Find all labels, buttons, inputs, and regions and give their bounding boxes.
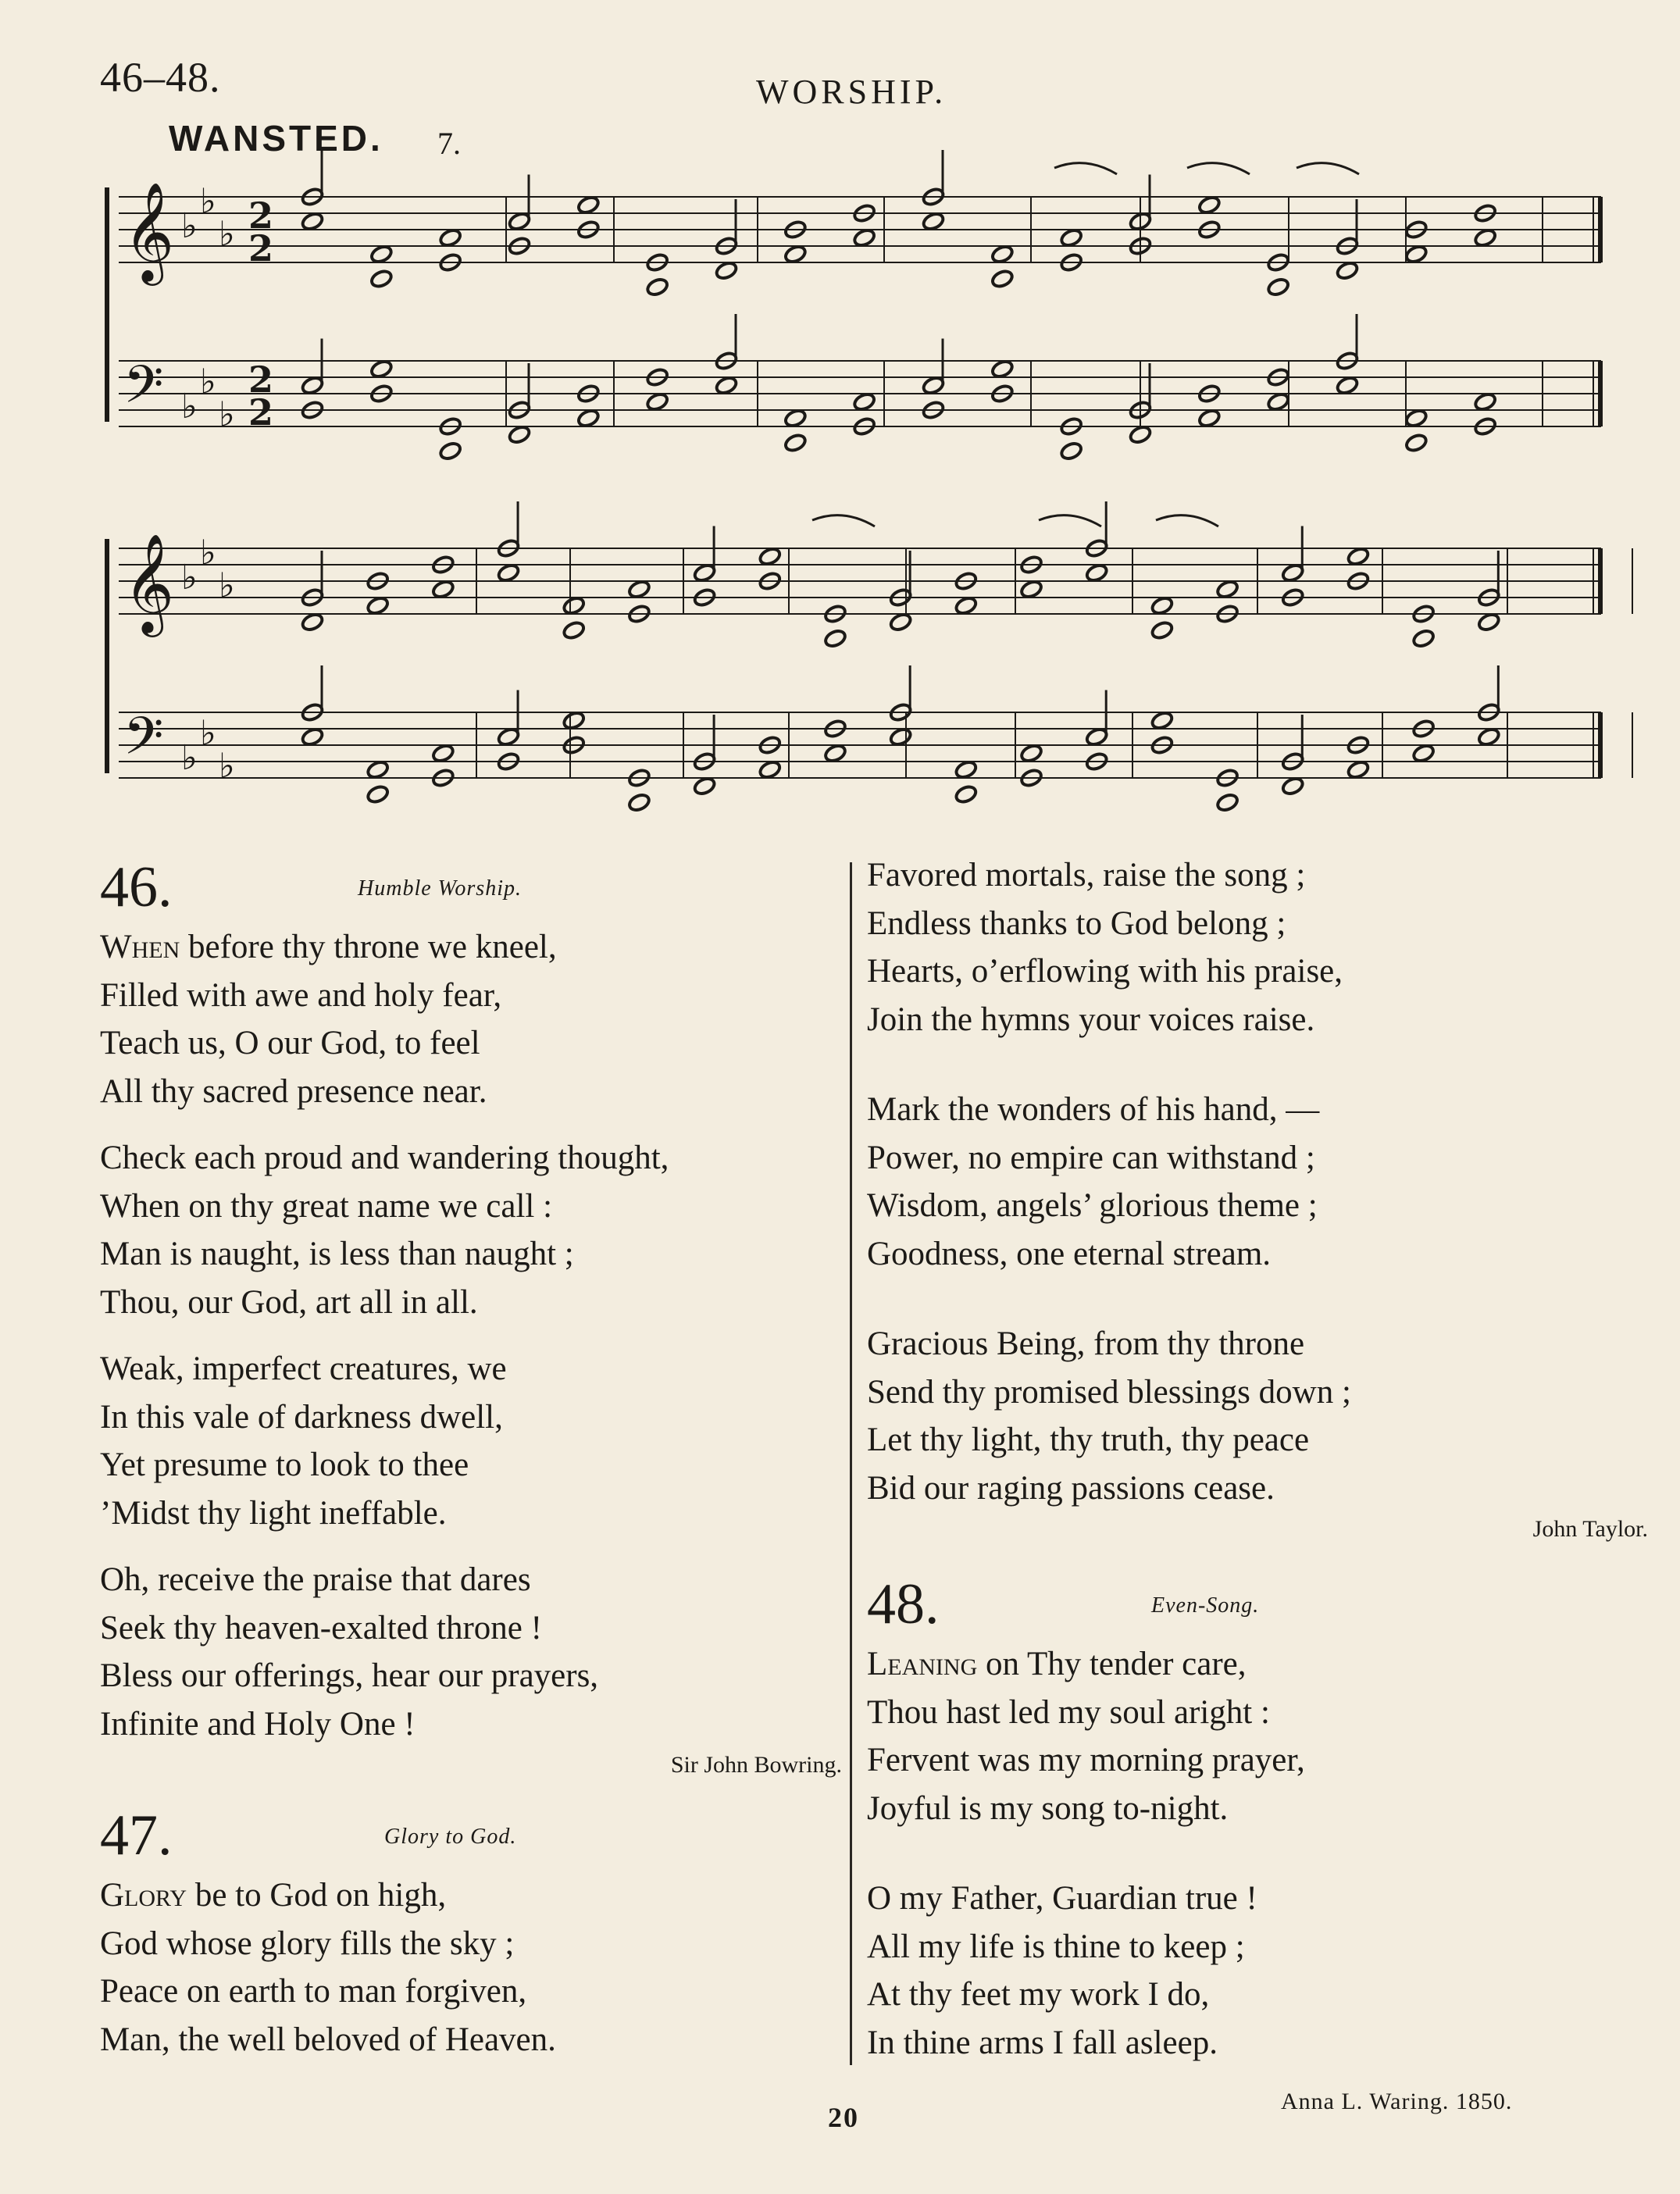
note-head bbox=[369, 359, 394, 379]
note-head bbox=[438, 227, 462, 248]
slur bbox=[1187, 163, 1250, 174]
note-head bbox=[1404, 244, 1429, 264]
bass-clef-icon: 𝄢 bbox=[123, 706, 164, 779]
note-head bbox=[576, 408, 601, 428]
note-head bbox=[1281, 776, 1305, 796]
note-head bbox=[758, 546, 782, 566]
hymn-range: 46–48. bbox=[100, 54, 221, 101]
note-head bbox=[369, 269, 394, 289]
note-head bbox=[783, 433, 808, 453]
note-head bbox=[1019, 743, 1043, 763]
stanza-line: In this vale of darkness dwell, bbox=[100, 1398, 503, 1436]
note-head bbox=[1473, 391, 1497, 412]
note-head bbox=[852, 227, 876, 248]
note-head bbox=[990, 269, 1015, 289]
stanza-line: When on thy great name we call : bbox=[100, 1187, 553, 1225]
stanza-line: Send thy promised blessings down ; bbox=[867, 1373, 1351, 1411]
system-bar bbox=[105, 539, 109, 773]
system-bar bbox=[105, 187, 109, 422]
note-head bbox=[1346, 759, 1371, 779]
flat-icon: ♭ bbox=[181, 558, 198, 598]
note-head bbox=[438, 441, 462, 461]
note-head bbox=[645, 391, 669, 412]
stanza-line: In thine arms I fall asleep. bbox=[867, 2024, 1218, 2061]
stanza-line: Yet presume to look to thee bbox=[100, 1447, 469, 1483]
stanza-line: Favored mortals, raise the song ; bbox=[867, 857, 1306, 894]
note-head bbox=[1473, 227, 1497, 248]
note-head bbox=[1129, 424, 1153, 444]
stanza-line: Mark the wonders of his hand, — bbox=[867, 1091, 1320, 1128]
hymn-47-title: Glory to God. bbox=[384, 1825, 517, 1849]
hymn-48-author: Anna L. Waring. 1850. bbox=[1281, 2089, 1513, 2114]
slur bbox=[1156, 516, 1218, 526]
tune-meter: 7. bbox=[437, 126, 461, 161]
note-head bbox=[990, 359, 1015, 379]
note-head bbox=[301, 211, 325, 231]
hymn-47-author: John Taylor. bbox=[1532, 1516, 1648, 1542]
hymn-48-first-word: Leaning bbox=[867, 1646, 978, 1682]
stanza-line: Wisdom, angels’ glorious theme ; bbox=[867, 1187, 1318, 1224]
flat-icon: ♭ bbox=[181, 738, 198, 778]
time-signature: 2 bbox=[248, 194, 274, 237]
note-head bbox=[1411, 743, 1436, 763]
note-head bbox=[1266, 391, 1290, 412]
hymn-47-number: 47. bbox=[100, 1803, 173, 1868]
note-head bbox=[627, 792, 651, 812]
note-head bbox=[823, 743, 847, 763]
note-head bbox=[889, 612, 913, 632]
note-head bbox=[1336, 260, 1360, 280]
note-head bbox=[301, 726, 325, 747]
slur bbox=[1297, 163, 1359, 174]
note-head bbox=[497, 562, 521, 583]
note-head bbox=[954, 784, 978, 804]
flat-icon: ♭ bbox=[219, 746, 235, 787]
time-signature: 2 bbox=[248, 359, 274, 401]
final-bar bbox=[1598, 712, 1603, 778]
stanza-line: Oh, receive the praise that dares bbox=[100, 1561, 531, 1598]
hymn-48-number: 48. bbox=[867, 1572, 940, 1636]
musical-score bbox=[0, 0, 1680, 836]
stanza-line: Seek thy heaven-exalted throne ! bbox=[100, 1609, 542, 1646]
stanza-line: ’Midst thy light ineffable. bbox=[100, 1494, 447, 1532]
time-signature: 2 bbox=[248, 227, 274, 269]
note-head bbox=[1215, 792, 1239, 812]
note-head bbox=[922, 211, 946, 231]
stanza-line: Glory be to God on high, bbox=[100, 1877, 447, 1914]
note-head bbox=[1477, 726, 1501, 747]
stanza-line: Bid our raging passions cease. bbox=[867, 1469, 1275, 1507]
hymn-46-title: Humble Worship. bbox=[358, 876, 522, 901]
right-column bbox=[867, 851, 1648, 2067]
note-head bbox=[1019, 579, 1043, 599]
stanza-line: Check each proud and wandering thought, bbox=[100, 1140, 669, 1176]
note-head bbox=[1085, 562, 1109, 583]
stanza-line: Thou, our God, art all in all. bbox=[100, 1283, 478, 1321]
hymn-48-title: Even-Song. bbox=[1151, 1593, 1260, 1618]
note-head bbox=[366, 759, 390, 779]
stanza-line: At thy feet my work I do, bbox=[867, 1976, 1210, 2013]
note-head bbox=[1150, 595, 1175, 615]
stanza-line: O my Father, Guardian true ! bbox=[867, 1880, 1257, 1917]
flat-icon: ♭ bbox=[219, 394, 235, 435]
final-bar bbox=[1598, 197, 1603, 262]
left-column bbox=[100, 851, 842, 2064]
note-head bbox=[508, 424, 532, 444]
slur bbox=[812, 516, 875, 526]
hymn-48-heading bbox=[867, 1568, 1617, 1640]
slur bbox=[1039, 516, 1101, 526]
treble-clef-icon: 𝄞 bbox=[123, 533, 175, 633]
stanza-line: When before thy throne we kneel, bbox=[100, 929, 557, 965]
note-head bbox=[431, 579, 455, 599]
note-head bbox=[366, 784, 390, 804]
note-head bbox=[1150, 710, 1175, 730]
treble-clef-icon: 𝄞 bbox=[123, 181, 175, 281]
time-signature: 2 bbox=[248, 391, 274, 433]
note-head bbox=[301, 612, 325, 632]
hymn-46-number: 46. bbox=[100, 855, 173, 919]
note-head bbox=[645, 276, 669, 297]
stanza-line: Gracious Being, from thy throne bbox=[867, 1325, 1305, 1362]
stanza-line: Peace on earth to man forgiven, bbox=[100, 1973, 527, 2010]
stanza-line: Leaning on Thy tender care, bbox=[867, 1646, 1247, 1682]
stanza-line: Power, no empire can withstand ; bbox=[867, 1139, 1315, 1176]
stanza-line: Teach us, O our God, to feel bbox=[100, 1025, 480, 1061]
note-head bbox=[562, 710, 586, 730]
note-head bbox=[715, 375, 739, 395]
stanza-line: Man, the well beloved of Heaven. bbox=[100, 2021, 556, 2058]
note-head bbox=[431, 743, 455, 763]
note-head bbox=[990, 244, 1015, 264]
note-head bbox=[1404, 408, 1429, 428]
flat-icon: ♭ bbox=[219, 565, 235, 606]
hymn-47-heading bbox=[100, 1800, 842, 1871]
note-head bbox=[369, 244, 394, 264]
flat-icon: ♭ bbox=[200, 181, 216, 222]
slur bbox=[1054, 163, 1117, 174]
stanza-line: Filled with awe and holy fear, bbox=[100, 976, 502, 1014]
flat-icon: ♭ bbox=[200, 533, 216, 573]
stanza-line: Fervent was my morning prayer, bbox=[867, 1742, 1305, 1778]
note-head bbox=[1197, 408, 1222, 428]
final-bar bbox=[1598, 361, 1603, 426]
tune-name: WANSTED. bbox=[169, 118, 383, 159]
hymn-46-first-word: When bbox=[100, 929, 180, 965]
stanza-line: Bless our offerings, hear our prayers, bbox=[100, 1657, 599, 1694]
flat-icon: ♭ bbox=[200, 362, 216, 402]
page-number: 20 bbox=[828, 2102, 859, 2133]
column-divider bbox=[850, 862, 852, 2065]
stanza-line: Join the hymns your voices raise. bbox=[867, 1001, 1315, 1038]
note-head bbox=[562, 620, 586, 640]
note-head bbox=[627, 579, 651, 599]
note-head bbox=[562, 595, 586, 615]
note-head bbox=[1059, 441, 1083, 461]
note-head bbox=[783, 244, 808, 264]
stanza-line: Infinite and Holy One ! bbox=[100, 1705, 416, 1743]
note-head bbox=[576, 194, 601, 215]
note-head bbox=[1336, 375, 1360, 395]
stanza-line: Endless thanks to God belong ; bbox=[867, 904, 1286, 942]
note-head bbox=[758, 759, 782, 779]
note-head bbox=[366, 595, 390, 615]
note-head bbox=[1346, 546, 1371, 566]
stanza-line: Goodness, one eternal stream. bbox=[867, 1235, 1272, 1272]
hymn-46-heading bbox=[100, 851, 842, 923]
note-head bbox=[1197, 194, 1222, 215]
stanza-line: Thou hast led my soul aright : bbox=[867, 1693, 1270, 1731]
note-head bbox=[889, 726, 913, 747]
stanza-line: Joyful is my song to-night. bbox=[867, 1789, 1229, 1827]
note-head bbox=[823, 628, 847, 648]
note-head bbox=[954, 595, 978, 615]
stanza-line: God whose glory fills the sky ; bbox=[100, 1925, 515, 1962]
stanza-line: Weak, imperfect creatures, we bbox=[100, 1350, 507, 1387]
note-head bbox=[715, 260, 739, 280]
note-head bbox=[1059, 227, 1083, 248]
stanza-line: Let thy light, thy truth, thy peace bbox=[867, 1422, 1310, 1458]
flat-icon: ♭ bbox=[181, 387, 198, 426]
note-head bbox=[1411, 628, 1436, 648]
final-bar bbox=[1598, 548, 1603, 614]
flat-icon: ♭ bbox=[219, 214, 235, 255]
stanza-line: All my life is thine to keep ; bbox=[867, 1928, 1245, 1965]
stanza-line: Hearts, o’erflowing with his praise, bbox=[867, 953, 1343, 990]
note-head bbox=[1266, 276, 1290, 297]
bass-clef-icon: 𝄢 bbox=[123, 355, 164, 427]
hymn-46-author: Sir John Bowring. bbox=[670, 1752, 842, 1778]
note-head bbox=[1404, 433, 1429, 453]
note-head bbox=[954, 759, 978, 779]
note-head bbox=[693, 776, 717, 796]
stanza-line: Man is naught, is less than naught ; bbox=[100, 1236, 574, 1272]
note-head bbox=[1215, 579, 1239, 599]
section-title: WORSHIP. bbox=[756, 73, 947, 111]
note-head bbox=[783, 408, 808, 428]
note-head bbox=[1477, 612, 1501, 632]
note-head bbox=[1150, 620, 1175, 640]
flat-icon: ♭ bbox=[200, 713, 216, 754]
hymn-47-first-word: Glory bbox=[100, 1877, 187, 1914]
stanza-line: All thy sacred presence near. bbox=[100, 1072, 487, 1110]
flat-icon: ♭ bbox=[181, 206, 198, 246]
note-head bbox=[852, 391, 876, 412]
